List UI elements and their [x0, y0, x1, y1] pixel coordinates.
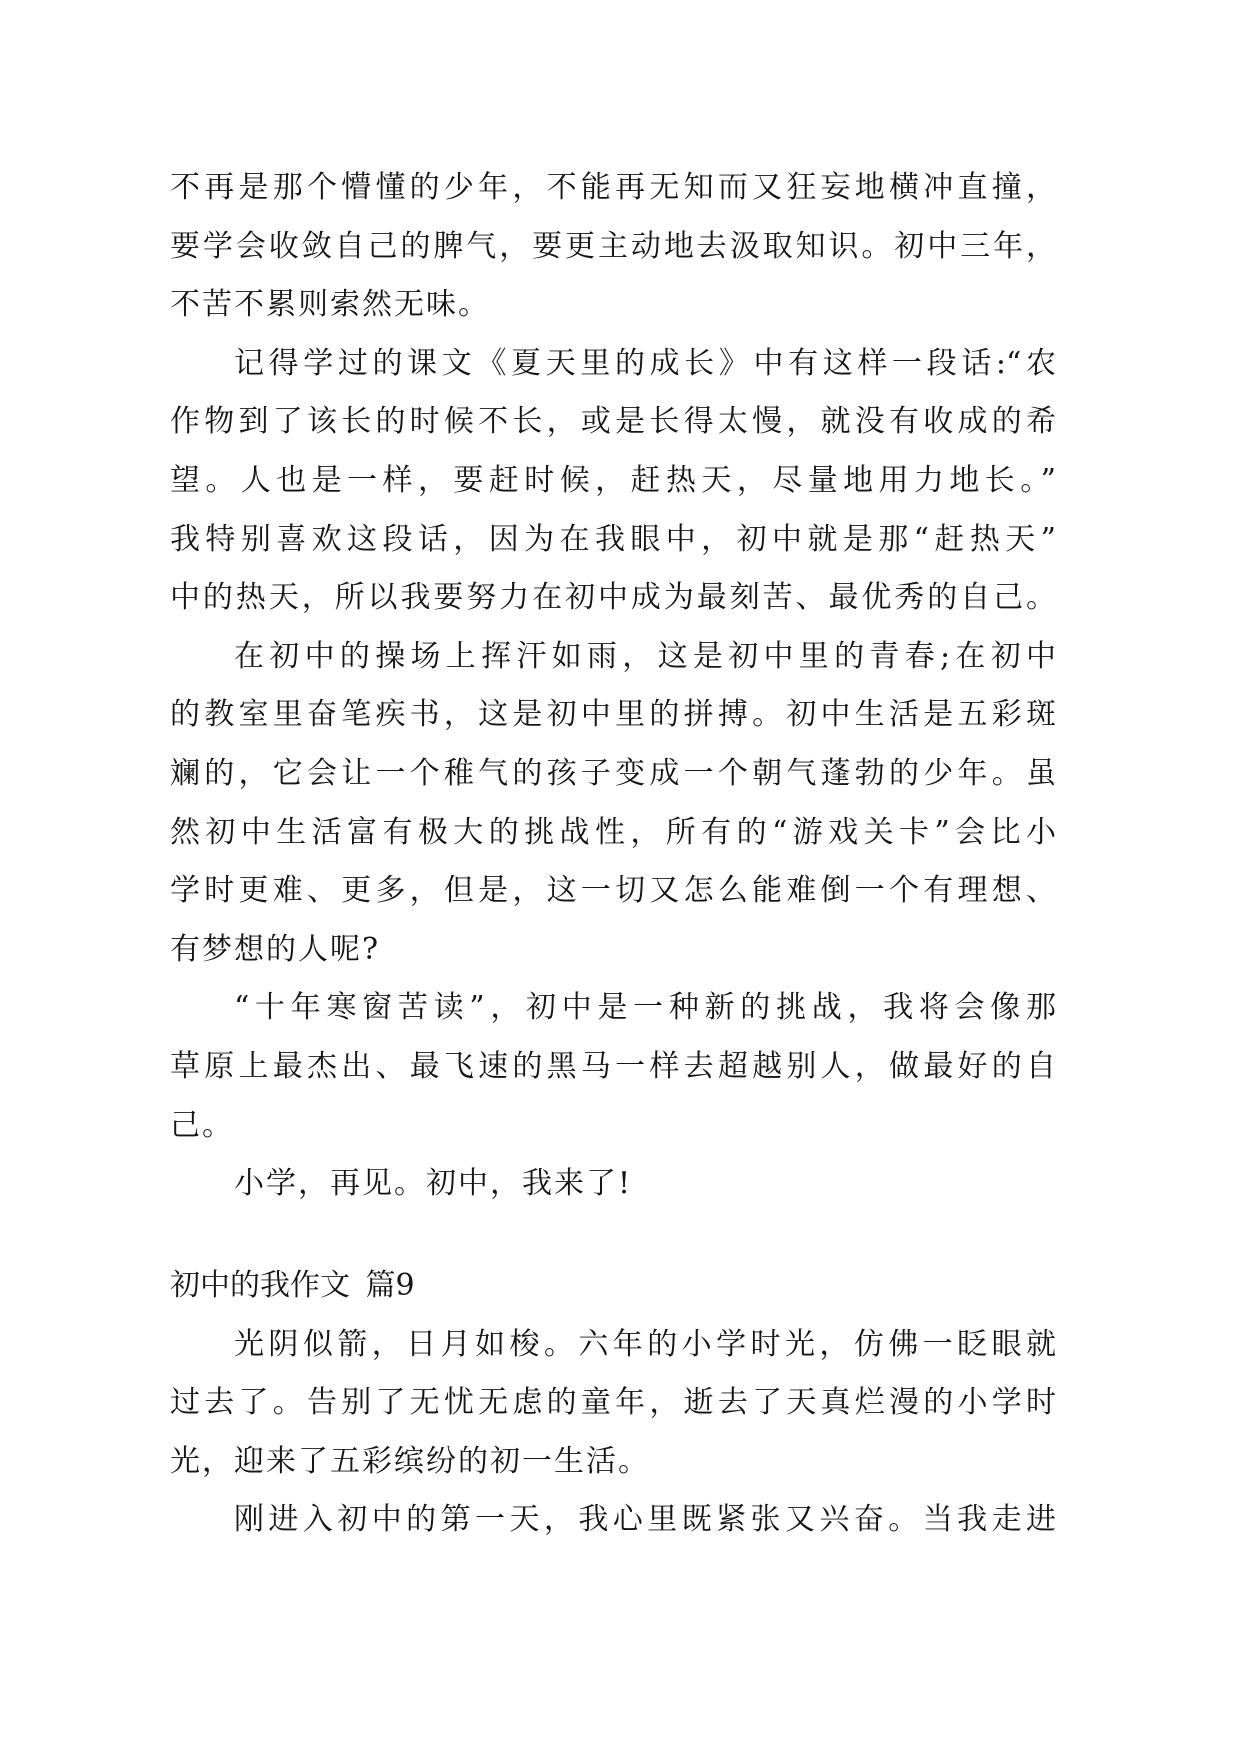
paragraph [170, 1155, 1056, 1214]
text-line: 有梦想的人呢? [170, 931, 381, 967]
text-line: 望。人也是一样，要赶时候，赶热天，尽量地用力地长。” [170, 462, 1056, 498]
text-line: 光，迎来了五彩缤纷的初一生活。 [170, 1443, 650, 1479]
text-line: “十年寒窗苦读”，初中是一种新的挑战，我将会像那 [234, 990, 1056, 1026]
text-line: 记得学过的课文《夏天里的成长》中有这样一段话:“农 [234, 345, 1056, 381]
text-line: 中的热天，所以我要努力在初中成为最刻苦、最优秀的自己。 [170, 580, 1056, 616]
text-line: 过去了。告别了无忧无虑的童年，逝去了天真烂漫的小学时 [170, 1385, 1056, 1421]
paragraph [170, 1491, 1056, 1550]
text-line: 要学会收敛自己的脾气，要更主动地去汲取知识。初中三年， [170, 228, 1056, 264]
text-line: 学时更难、更多，但是，这一切又怎么能难倒一个有理想、 [170, 873, 1056, 909]
text-line: 然初中生活富有极大的挑战性，所有的“游戏关卡”会比小 [170, 814, 1056, 850]
text-line: 己。 [170, 1107, 234, 1143]
text-line: 刚进入初中的第一天，我心里既紧张又兴奋。当我走进 [234, 1502, 1056, 1538]
paragraph [170, 1316, 1056, 1492]
text-line: 在初中的操场上挥汗如雨，这是初中里的青春;在初中 [234, 638, 1056, 674]
document-body [170, 159, 1056, 1550]
paragraph [170, 979, 1056, 1155]
text-line: 小学，再见。初中，我来了! [234, 1166, 633, 1202]
text-line: 的教室里奋笔疾书，这是初中里的拼搏。初中生活是五彩斑 [170, 697, 1056, 733]
text-line: 不苦不累则索然无味。 [170, 287, 490, 323]
paragraph [170, 335, 1056, 628]
paragraph [170, 159, 1056, 335]
text-line: 不再是那个懵懂的少年，不能再无知而又狂妄地横冲直撞， [170, 170, 1056, 205]
essay-title: 初中的我作文 篇9 [170, 1268, 415, 1304]
paragraph [170, 628, 1056, 980]
text-line: 作物到了该长的时候不长，或是长得太慢，就没有收成的希 [170, 404, 1056, 440]
text-line: 斓的，它会让一个稚气的孩子变成一个朝气蓬勃的少年。虽 [170, 755, 1056, 791]
text-line: 光阴似箭，日月如梭。六年的小学时光，仿佛一眨眼就 [234, 1326, 1056, 1362]
text-line: 我特别喜欢这段话，因为在我眼中，初中就是那“赶热天” [170, 521, 1056, 557]
text-line: 草原上最杰出、最飞速的黑马一样去超越别人，做最好的自 [170, 1048, 1056, 1084]
